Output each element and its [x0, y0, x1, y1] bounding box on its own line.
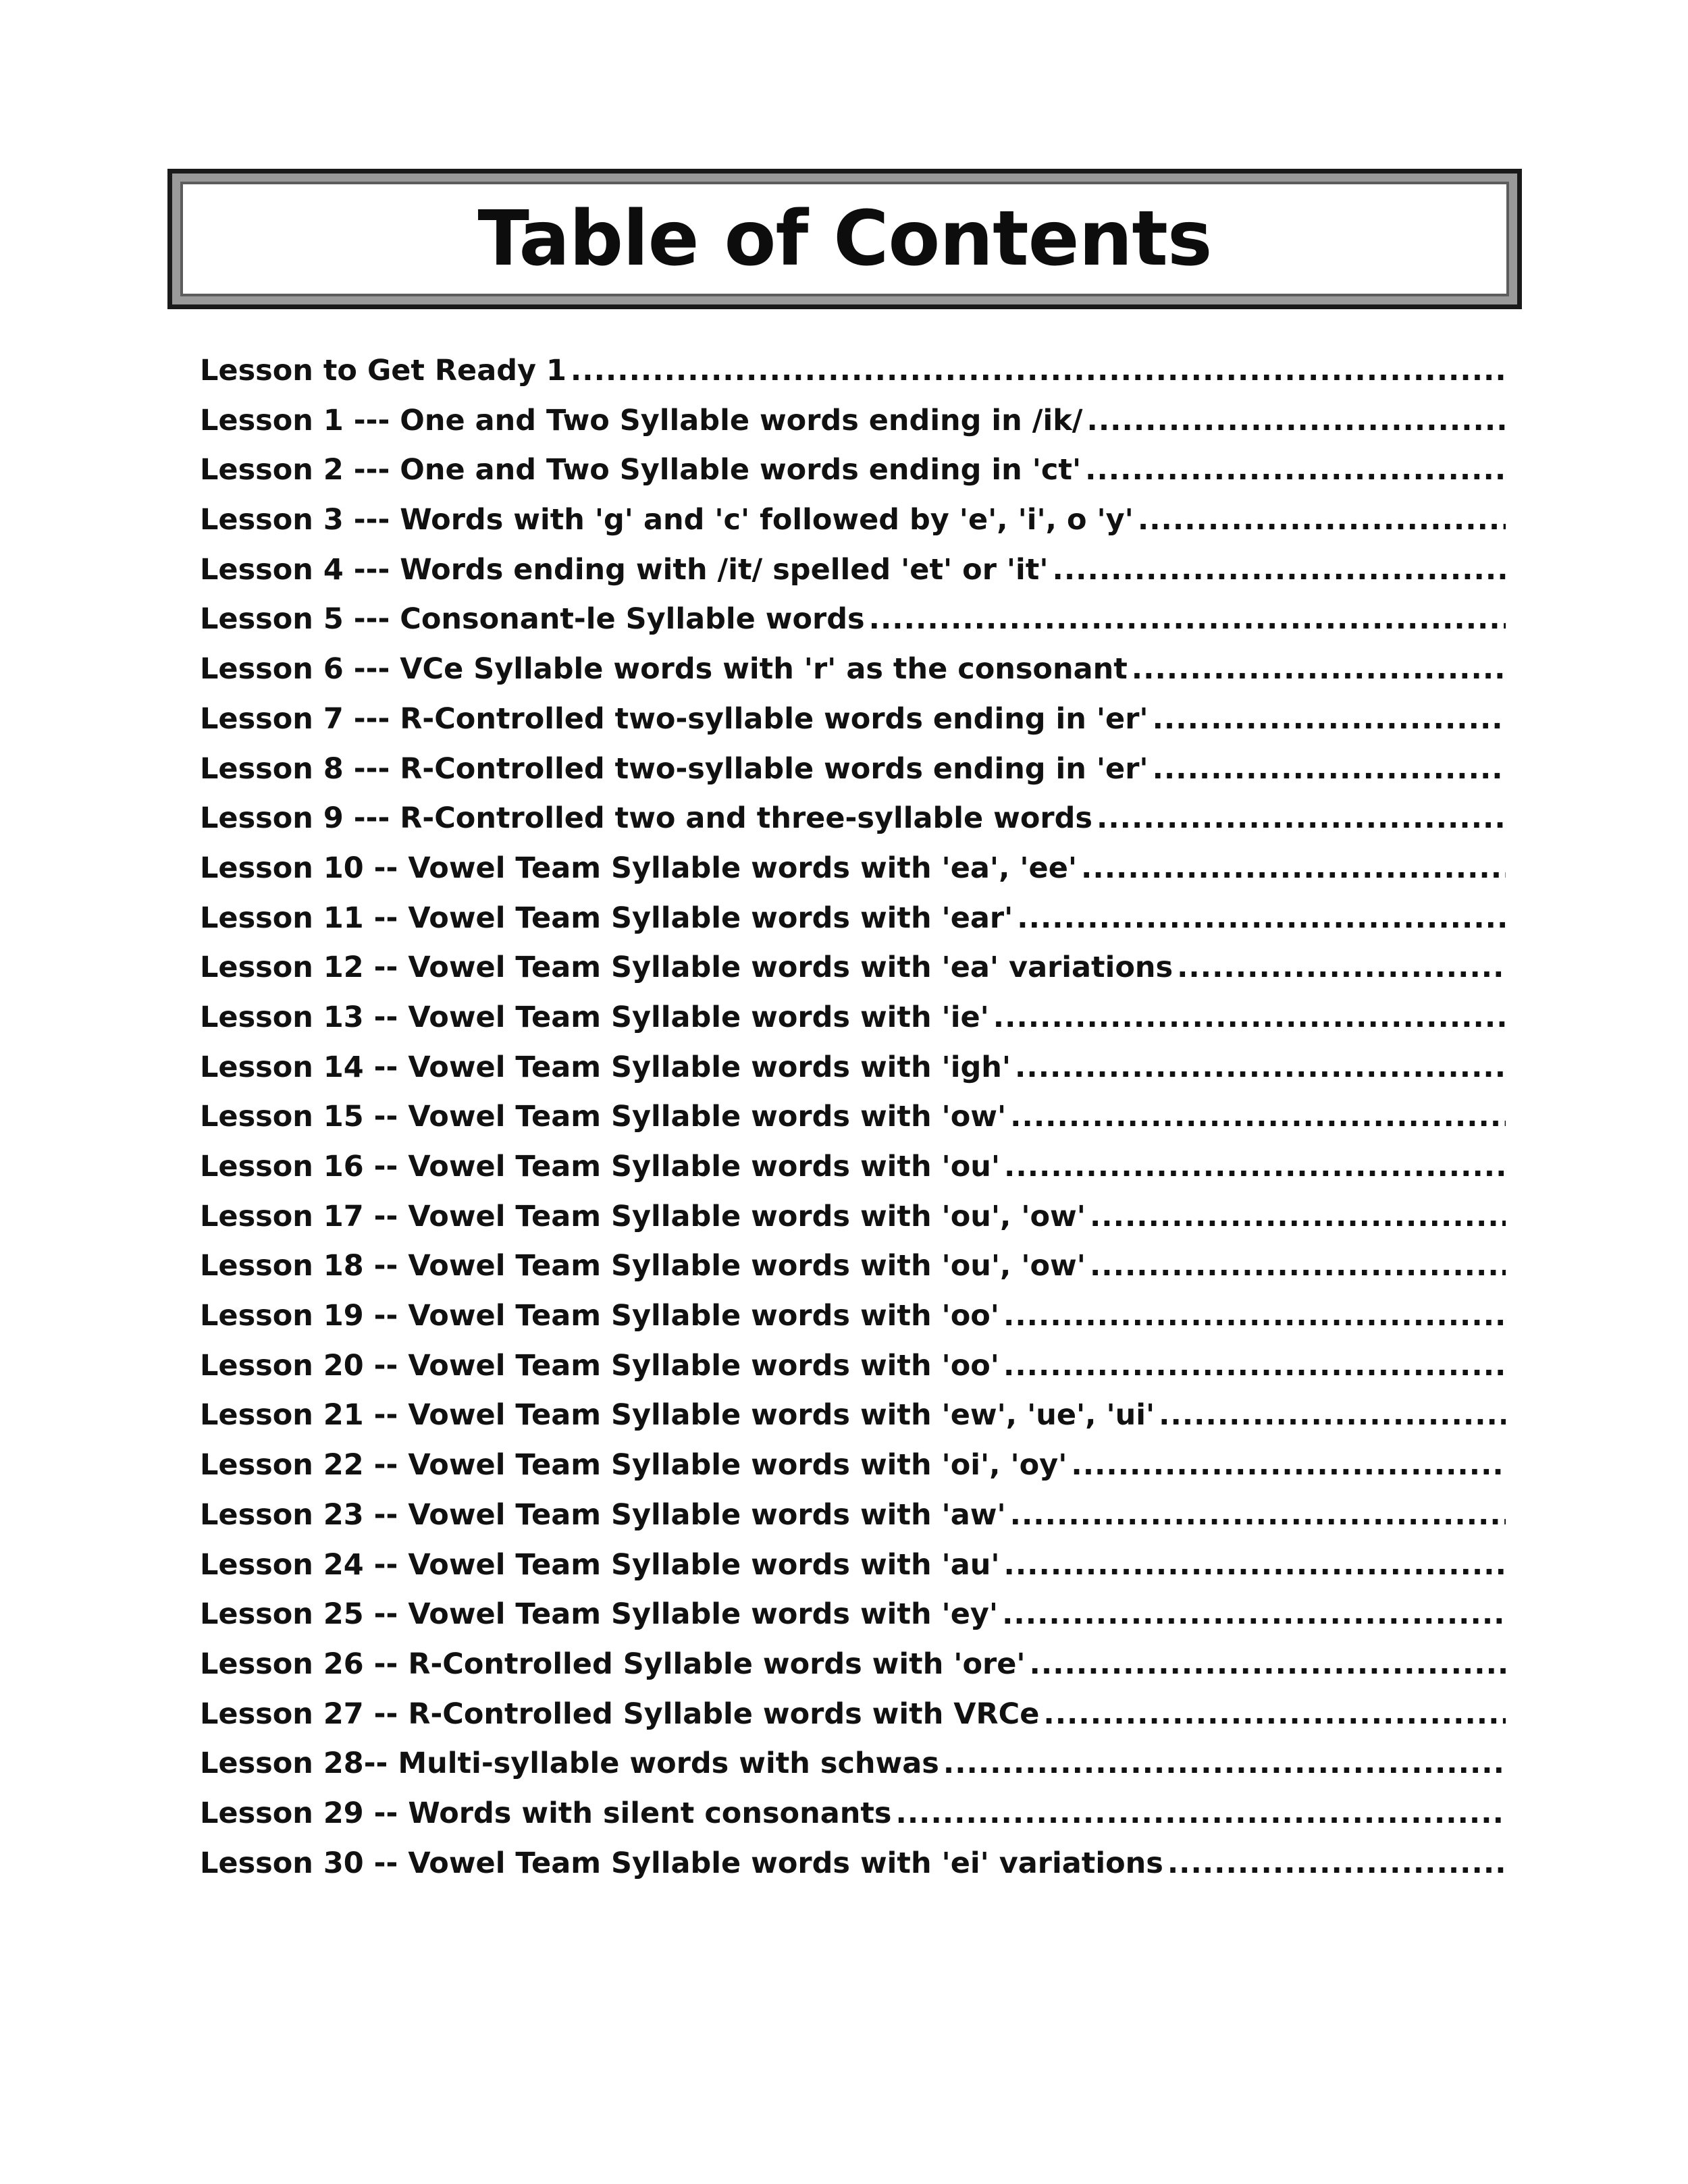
toc-entry-label: Lesson 24 -- Vowel Team Syllable words with 'au' — [200, 1547, 1000, 1582]
toc-dot-leader — [1081, 851, 1506, 885]
toc-entry-label: Lesson 21 -- Vowel Team Syllable words with 'ew', 'ue', 'ui' — [200, 1398, 1155, 1433]
title-box-inner — [180, 182, 1509, 296]
toc-dot-leader — [1002, 1597, 1506, 1631]
toc-entry[interactable] — [200, 1432, 1506, 1482]
toc-entry[interactable] — [200, 786, 1506, 836]
toc-entry[interactable] — [200, 1383, 1506, 1433]
toc-entry-label: Lesson 1 --- One and Two Syllable words ending in /ik/ — [200, 403, 1083, 437]
toc-dot-leader — [993, 1001, 1506, 1034]
toc-dot-leader — [1015, 1050, 1506, 1084]
toc-entry-label: Lesson 26 -- R-Controlled Syllable words with 'ore' — [200, 1647, 1026, 1681]
toc-entry-label: Lesson 10 -- Vowel Team Syllable words with 'ea', 'ee' — [200, 851, 1078, 885]
toc-entry[interactable] — [200, 1532, 1506, 1582]
toc-entry[interactable] — [200, 348, 1506, 388]
toc-entry-label: Lesson 14 -- Vowel Team Syllable words with 'igh' — [200, 1050, 1011, 1084]
toc-entry[interactable] — [200, 1233, 1506, 1283]
toc-entry[interactable] — [200, 984, 1506, 1034]
toc-dot-leader — [1153, 702, 1506, 736]
title-box — [167, 169, 1522, 309]
toc-entry[interactable] — [200, 1780, 1506, 1830]
toc-entry[interactable] — [200, 388, 1506, 437]
toc-entry[interactable] — [200, 1681, 1506, 1731]
toc-entry[interactable] — [200, 1134, 1506, 1183]
toc-entry[interactable] — [200, 1034, 1506, 1084]
toc-dot-leader — [1071, 1448, 1506, 1482]
toc-dot-leader — [1004, 1150, 1506, 1183]
toc-entry-label: Lesson 16 -- Vowel Team Syllable words with 'ou' — [200, 1150, 1001, 1183]
toc-entry[interactable] — [200, 686, 1506, 736]
toc-entry-label: Lesson 4 --- Words ending with /it/ spelled 'et' or 'it' — [200, 552, 1049, 587]
toc-entry-label: Lesson 11 -- Vowel Team Syllable words with 'ear' — [200, 901, 1013, 935]
toc-entry-label: Lesson 8 --- R-Controlled two-syllable words ending in 'er' — [200, 751, 1149, 786]
page-title: Table of Contents — [477, 195, 1212, 283]
toc-entry[interactable] — [200, 1582, 1506, 1632]
toc-dot-leader — [1010, 1498, 1506, 1532]
toc-dot-leader — [1097, 801, 1506, 835]
toc-dot-leader — [1030, 1647, 1506, 1681]
toc-dot-leader — [1177, 951, 1506, 984]
toc-entry-label: Lesson 29 -- Words with silent consonants — [200, 1796, 892, 1830]
toc-dot-leader — [1003, 1349, 1506, 1383]
toc-entry[interactable] — [200, 1731, 1506, 1781]
toc-entry-label: Lesson 13 -- Vowel Team Syllable words with 'ie' — [200, 1000, 989, 1034]
toc-dot-leader — [1138, 503, 1506, 537]
toc-dot-leader — [895, 1796, 1506, 1830]
toc-entry-label: Lesson 22 -- Vowel Team Syllable words with 'oi', 'oy' — [200, 1448, 1067, 1483]
toc-dot-leader — [1159, 1398, 1506, 1432]
toc-dot-leader — [1085, 453, 1506, 487]
toc-dot-leader — [571, 354, 1506, 388]
toc-entry[interactable] — [200, 636, 1506, 686]
toc-entry[interactable] — [200, 885, 1506, 935]
toc-dot-leader — [1003, 1299, 1506, 1333]
toc-dot-leader — [1132, 652, 1506, 686]
toc-entry-label: Lesson 25 -- Vowel Team Syllable words with 'ey' — [200, 1597, 999, 1632]
toc-entry-label: Lesson 15 -- Vowel Team Syllable words with 'ow' — [200, 1100, 1007, 1134]
toc-entry-label: Lesson 27 -- R-Controlled Syllable words with VRCe — [200, 1697, 1040, 1731]
toc-entry[interactable] — [200, 1631, 1506, 1681]
toc-entry-label: Lesson 20 -- Vowel Team Syllable words with 'oo' — [200, 1348, 999, 1383]
toc-entry-label: Lesson 6 --- VCe Syllable words with 'r' as the consonant — [200, 652, 1128, 687]
toc-entry[interactable] — [200, 1084, 1506, 1134]
toc-dot-leader — [1087, 404, 1506, 437]
toc-entry[interactable] — [200, 1183, 1506, 1233]
toc-entry-label: Lesson 9 --- R-Controlled two and three-syllable words — [200, 801, 1092, 836]
toc-entry[interactable] — [200, 1283, 1506, 1333]
toc-entry-label: Lesson 17 -- Vowel Team Syllable words with 'ou', 'ow' — [200, 1199, 1086, 1233]
toc-dot-leader — [1043, 1697, 1506, 1731]
toc-dot-leader — [869, 602, 1506, 636]
toc-entry-label: Lesson 18 -- Vowel Team Syllable words with 'ou', 'ow' — [200, 1249, 1086, 1283]
toc-dot-leader — [943, 1747, 1506, 1780]
toc-entry[interactable] — [200, 537, 1506, 587]
toc-entry[interactable] — [200, 1830, 1506, 1880]
toc-dot-leader — [1090, 1200, 1506, 1233]
toc-dot-leader — [1004, 1548, 1506, 1582]
toc-dot-leader — [1167, 1846, 1506, 1880]
toc-entry[interactable] — [200, 487, 1506, 537]
toc-entry-label: Lesson 12 -- Vowel Team Syllable words with 'ea' variations — [200, 951, 1173, 985]
toc-entry[interactable] — [200, 1482, 1506, 1532]
toc-entry-label: Lesson 2 --- One and Two Syllable words ending in 'ct' — [200, 453, 1082, 487]
toc-entry[interactable] — [200, 1333, 1506, 1383]
toc-entry[interactable] — [200, 835, 1506, 885]
toc-entry-label: Lesson to Get Ready 1 — [200, 354, 566, 388]
toc-entry[interactable] — [200, 437, 1506, 487]
toc-entry-label: Lesson 5 --- Consonant-le Syllable words — [200, 602, 865, 637]
toc-entry-label: Lesson 28-- Multi-syllable words with schwas — [200, 1747, 939, 1781]
toc-entry-label: Lesson 23 -- Vowel Team Syllable words with 'aw' — [200, 1497, 1006, 1532]
toc-entry[interactable] — [200, 736, 1506, 786]
toc-dot-leader — [1053, 553, 1506, 587]
toc-dot-leader — [1010, 1100, 1506, 1134]
toc-entry-label: Lesson 30 -- Vowel Team Syllable words with 'ei' variations — [200, 1846, 1163, 1880]
toc-dot-leader — [1090, 1249, 1506, 1283]
toc-entry-label: Lesson 3 --- Words with 'g' and 'c' followed by 'e', 'i', o 'y' — [200, 503, 1134, 537]
toc-entry[interactable] — [200, 935, 1506, 985]
toc-entry-label: Lesson 7 --- R-Controlled two-syllable words ending in 'er' — [200, 701, 1149, 736]
toc-dot-leader — [1017, 901, 1506, 935]
toc-dot-leader — [1153, 752, 1506, 786]
table-of-contents-list — [200, 348, 1506, 1880]
toc-entry[interactable] — [200, 587, 1506, 637]
toc-entry-label: Lesson 19 -- Vowel Team Syllable words with 'oo' — [200, 1299, 999, 1333]
